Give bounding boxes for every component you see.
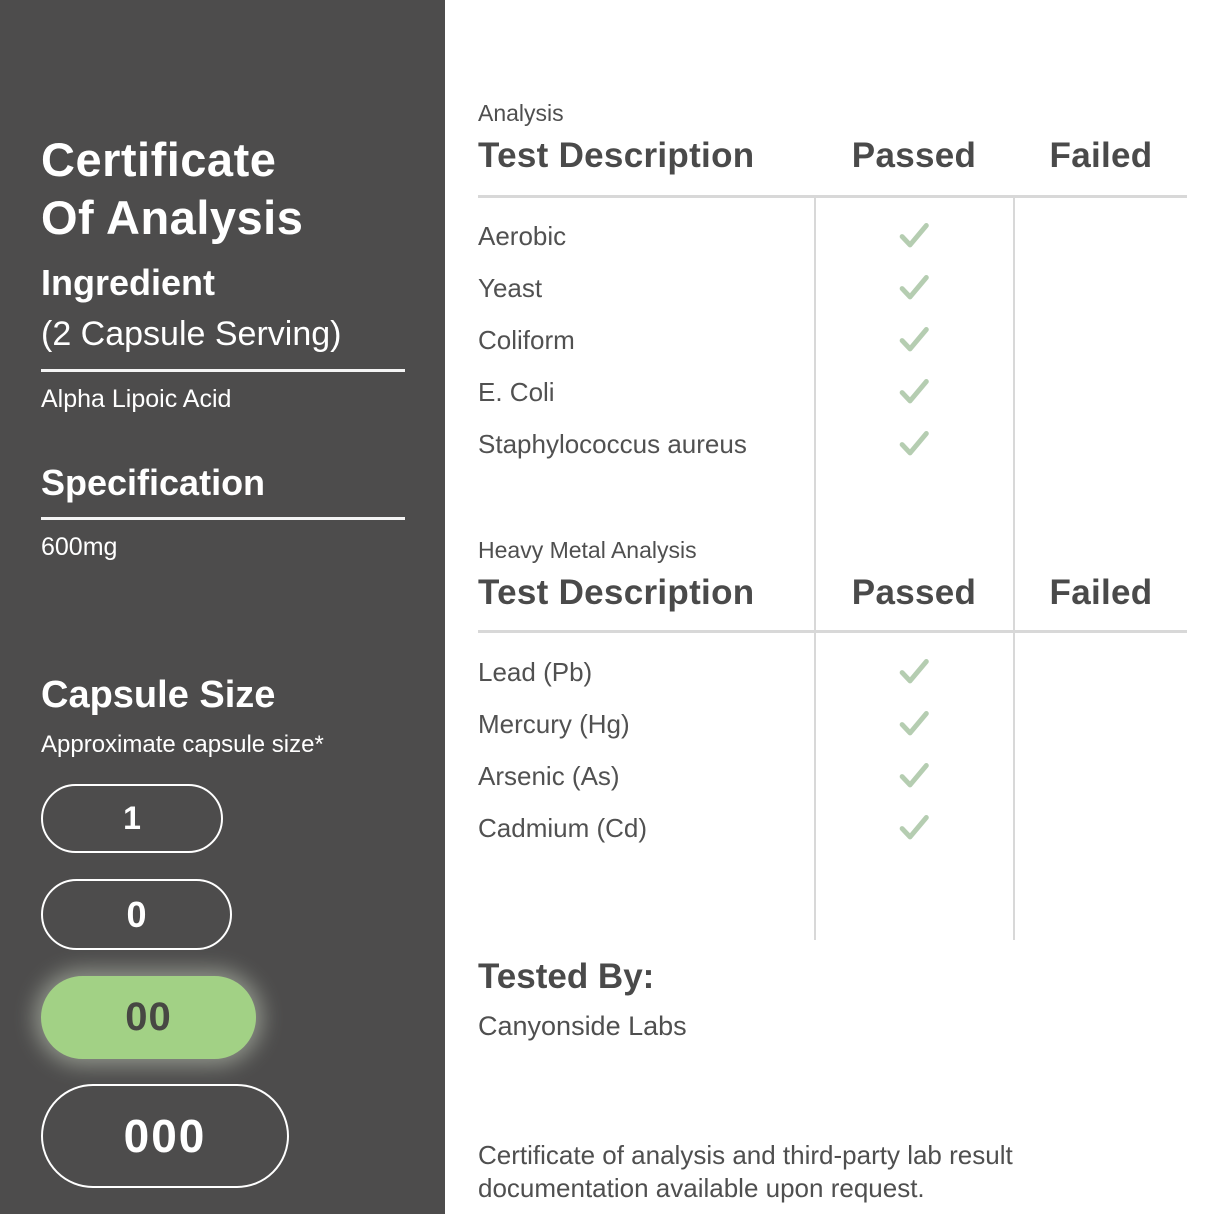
analysis-section-label: Analysis: [478, 100, 564, 126]
test-name: Yeast: [478, 273, 543, 303]
check-icon: [895, 652, 933, 690]
specification-heading: Specification: [41, 462, 266, 503]
passed-cell: [815, 756, 1013, 794]
analysis-header-failed: Failed: [1049, 136, 1153, 175]
passed-cell: [815, 216, 1013, 254]
check-icon: [895, 756, 933, 794]
capsule-size-option-000: [41, 1084, 289, 1188]
analysis-header-rule: [478, 195, 1187, 198]
page-title: [41, 131, 303, 247]
test-name: Cadmium (Cd): [478, 813, 648, 843]
ingredient-divider: [41, 369, 405, 372]
capsule-size-option-1-label: 1: [123, 800, 141, 836]
heavy-metal-header-failed: Failed: [1049, 573, 1153, 612]
capsule-size-subheading: Approximate capsule size*: [41, 731, 324, 758]
passed-cell: [815, 704, 1013, 742]
check-icon: [895, 808, 933, 846]
capsule-size-option-1: [41, 784, 223, 853]
test-results-panel: [445, 0, 1214, 1214]
check-icon: [895, 268, 933, 306]
analysis-header-test-description: Test Description: [478, 136, 755, 175]
page-title-line2: Of Analysis: [41, 191, 304, 245]
check-icon: [895, 704, 933, 742]
capsule-size-option-0-label: 0: [126, 893, 147, 935]
test-name: E. Coli: [478, 377, 555, 407]
check-icon: [895, 216, 933, 254]
passed-cell: [815, 808, 1013, 846]
ingredient-value: Alpha Lipoic Acid: [41, 385, 232, 413]
ingredient-subheading: (2 Capsule Serving): [41, 315, 342, 353]
footnote: Certificate of analysis and third-party lab result documentation available upon request.: [478, 1140, 1013, 1203]
passed-cell: [815, 372, 1013, 410]
specification-value: 600mg: [41, 533, 118, 561]
ingredient-heading: Ingredient: [41, 262, 216, 303]
heavy-metal-header-rule: [478, 630, 1187, 633]
sidebar: [0, 0, 445, 1214]
column-divider-failed: [1013, 197, 1015, 940]
page-title-line1: Certificate: [41, 133, 277, 187]
check-icon: [895, 320, 933, 358]
capsule-size-option-0: [41, 879, 232, 950]
test-name: Mercury (Hg): [478, 709, 630, 739]
capsule-size-option-000-label: 000: [123, 1110, 207, 1162]
tested-by-value: Canyonside Labs: [478, 1011, 687, 1041]
analysis-header-passed: Passed: [851, 136, 977, 175]
tested-by-heading: Tested By:: [478, 957, 655, 996]
test-name: Aerobic: [478, 221, 567, 251]
specification-divider: [41, 517, 405, 520]
check-icon: [895, 372, 933, 410]
test-name: Staphylococcus aureus: [478, 429, 747, 459]
capsule-size-option-00-label: 00: [125, 995, 172, 1039]
heavy-metal-header-test-description: Test Description: [478, 573, 755, 612]
passed-cell: [815, 320, 1013, 358]
test-name: Coliform: [478, 325, 575, 355]
capsule-size-option-00-selected: [41, 976, 256, 1059]
heavy-metal-section-label: Heavy Metal Analysis: [478, 537, 697, 563]
capsule-size-heading: Capsule Size: [41, 674, 276, 716]
check-icon: [895, 424, 933, 462]
passed-cell: [815, 424, 1013, 462]
passed-cell: [815, 268, 1013, 306]
test-name: Arsenic (As): [478, 761, 620, 791]
passed-cell: [815, 652, 1013, 690]
heavy-metal-header-passed: Passed: [851, 573, 977, 612]
test-name: Lead (Pb): [478, 657, 593, 687]
